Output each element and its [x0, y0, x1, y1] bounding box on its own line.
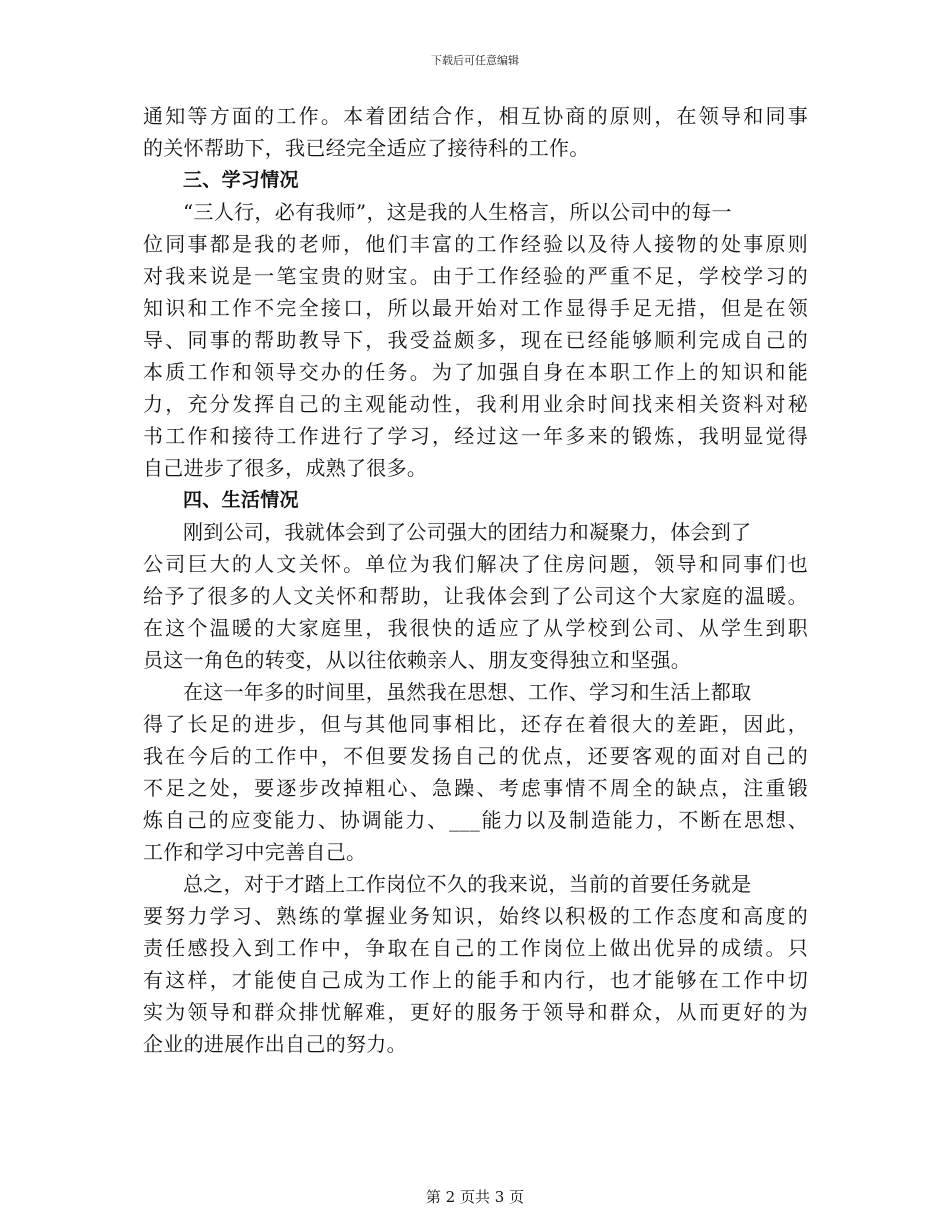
text-line: 本质工作和领导交办的任务。为了加强自身在本职工作上的知识和能 [143, 360, 808, 384]
text-line: 企业的进展作出自己的努力。 [143, 1032, 407, 1056]
text-line: 对我来说是一笔宝贵的财宝。由于工作经验的严重不足，学校学习的 [143, 264, 808, 288]
text-line: 通知等方面的工作。本着团结合作，相互协商的原则，在领导和同事 [143, 104, 808, 128]
text-line: 在这一年多的时间里，虽然我在思想、工作、学习和生活上都取 [183, 680, 752, 704]
text-line: 我在今后的工作中，不但要发扬自己的优点，还要客观的面对自己的 [143, 744, 808, 768]
text-line: 力，充分发挥自己的主观能动性，我利用业余时间找来相关资料对秘 [143, 392, 808, 416]
text-line: 责任感投入到工作中，争取在自己的工作岗位上做出优异的成绩。只 [143, 936, 808, 960]
text-line: 公司巨大的人文关怀。单位为我们解决了住房问题，领导和同事们也 [143, 552, 808, 576]
text-line: 工作和学习中完善自己。 [143, 840, 367, 864]
text-line: 员这一角色的转变，从以往依赖亲人、朋友变得独立和坚强。 [143, 648, 692, 672]
text-line: 要努力学习、熟练的掌握业务知识，始终以积极的工作态度和高度的 [143, 904, 808, 928]
section-heading: 三、学习情况 [183, 169, 299, 191]
page-number: 第 2 页共 3 页 [425, 1188, 525, 1206]
text-line: 知识和工作不完全接口，所以最开始对工作显得手足无措，但是在领 [143, 296, 808, 320]
section-heading: 四、生活情况 [183, 489, 299, 511]
page-header: 下载后可任意编辑 [431, 54, 519, 67]
text-line: 刚到公司，我就体会到了公司强大的团结力和凝聚力，体会到了 [183, 520, 752, 544]
text-line: 有这样，才能使自己成为工作上的能手和内行，也才能够在工作中切 [143, 968, 808, 992]
text-line: 位同事都是我的老师，他们丰富的工作经验以及待人接物的处事原则 [143, 232, 808, 256]
text-line: 给予了很多的人文关怀和帮助，让我体会到了公司这个大家庭的温暖。 [143, 584, 808, 608]
text-line: 不足之处，要逐步改掉粗心、急躁、考虑事情不周全的缺点，注重锻 [143, 776, 808, 800]
text-line: 炼自己的应变能力、协调能力、___能力以及制造能力，不断在思想、 [143, 808, 808, 832]
text-line: 的关怀帮助下，我已经完全适应了接待科的工作。 [143, 136, 590, 160]
text-line: “三人行，必有我师”，这是我的人生格言，所以公司中的每一 [183, 200, 732, 224]
text-line: 书工作和接待工作进行了学习，经过这一年多来的锻炼，我明显觉得 [143, 424, 808, 448]
text-line: 得了长足的进步，但与其他同事相比，还存在着很大的差距，因此， [143, 712, 808, 736]
text-line: 导、同事的帮助教导下，我受益颇多，现在已经能够顺利完成自己的 [143, 328, 808, 352]
text-line: 总之，对于才踏上工作岗位不久的我来说，当前的首要任务就是 [183, 872, 752, 896]
text-line: 自己进步了很多，成熟了很多。 [143, 456, 428, 480]
document-body [143, 100, 808, 1060]
text-line: 实为领导和群众排忧解难，更好的服务于领导和群众，从而更好的为 [143, 1000, 808, 1024]
text-line: 在这个温暖的大家庭里，我很快的适应了从学校到公司、从学生到职 [143, 616, 808, 640]
